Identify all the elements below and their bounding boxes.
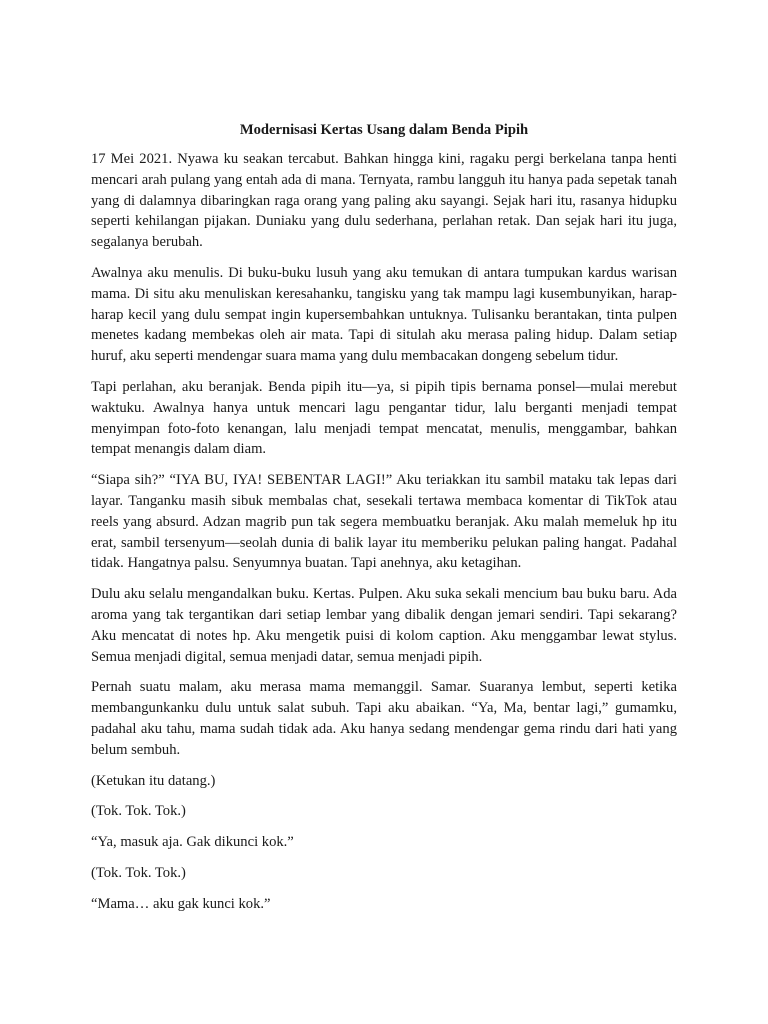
dialogue-line: (Tok. Tok. Tok.) (91, 803, 186, 820)
dialogue-line: (Tok. Tok. Tok.) (91, 864, 186, 881)
paragraph: Dulu aku selalu mengandalkan buku. Kertas. Pulpen. Aku suka sekali mencium bau buku baru. Ada aroma yang tak tergantikan dari setiap lembar yang dibalik dengan jemari sendiri. Tapi sekarang? Aku mencatat di notes hp. Aku mengetik puisi di kolom caption. Aku menggambar lewat stylus. Semua menjadi digital, semua menjadi datar, semua menjadi pipih. (91, 586, 677, 665)
paragraph: Pernah suatu malam, aku merasa mama memanggil. Samar. Suaranya lembut, seperti ketika membangunkanku dulu untuk salat subuh. Tapi aku abaikan. “Ya, Ma, bentar lagi,” gumamku, padahal aku tahu, mama sudah tidak ada. Aku hanya sedang mendengar gema rindu dari hati yang belum sembuh. (91, 679, 677, 758)
paragraph: “Siapa sih?” “IYA BU, IYA! SEBENTAR LAGI!” Aku teriakkan itu sambil mataku tak lepas dari layar. Tanganku masih sibuk membalas chat, sesekali tertawa membaca komentar di TikTok atau reels yang absurd. Adzan magrib pun tak segera membuatku beranjak. Aku malah memeluk hp itu erat, sambil tersenyum—seolah dunia di balik layar itu memberiku pelukan paling hangat. Padahal tidak. Hangatnya palsu. Senyumnya buatan. Tapi anehnya, aku ketagihan. (91, 472, 677, 572)
paragraph: Tapi perlahan, aku beranjak. Benda pipih itu—ya, si pipih tipis bernama ponsel—mulai merebut waktuku. Awalnya hanya untuk mencari lagu pengantar tidur, lalu berganti menjadi tempat menyimpan foto-foto kenangan, lalu menjadi tempat mencatat, menulis, menggambar, bahkan tempat menangis dalam diam. (91, 378, 677, 458)
dialogue-line: “Ya, masuk aja. Gak dikunci kok.” (91, 834, 294, 851)
paragraph: Awalnya aku menulis. Di buku-buku lusuh yang aku temukan di antara tumpukan kardus warisan mama. Di situ aku menuliskan keresahanku, tangisku yang tak mampu lagi kusembunyikan, harap-harap kecil yang dulu sempat ingin kupersembahkan untuknya. Tulisanku berantakan, tinta pulpen menetes kadang membekas oleh air mata. Tapi di situlah aku merasa paling hidup. Dalam setiap huruf, aku seperti mendengar suara mama yang dulu membacakan dongeng sebelum tidur. (91, 264, 677, 365)
paragraph: 17 Mei 2021. Nyawa ku seakan tercabut. Bahkan hingga kini, ragaku pergi berkelana tanpa henti mencari arah pulang yang entah ada di mana. Ternyata, rambu langguh itu hanya pada sepetak tanah yang di dalamnya dibaringkan raga orang yang paling aku sayangi. Sejak hari itu, rasanya hidupku seperti kehilangan pijakan. Duniaku yang dulu sederhana, perlahan retak. Dan sejak hari itu juga, segalanya berubah. (91, 151, 677, 251)
dialogue-line: “Mama… aku gak kunci kok.” (91, 895, 271, 912)
document-title: Modernisasi Kertas Usang dalam Benda Pipih (239, 122, 529, 138)
document-body (91, 120, 677, 925)
dialogue-line: (Ketukan itu datang.) (91, 772, 216, 789)
